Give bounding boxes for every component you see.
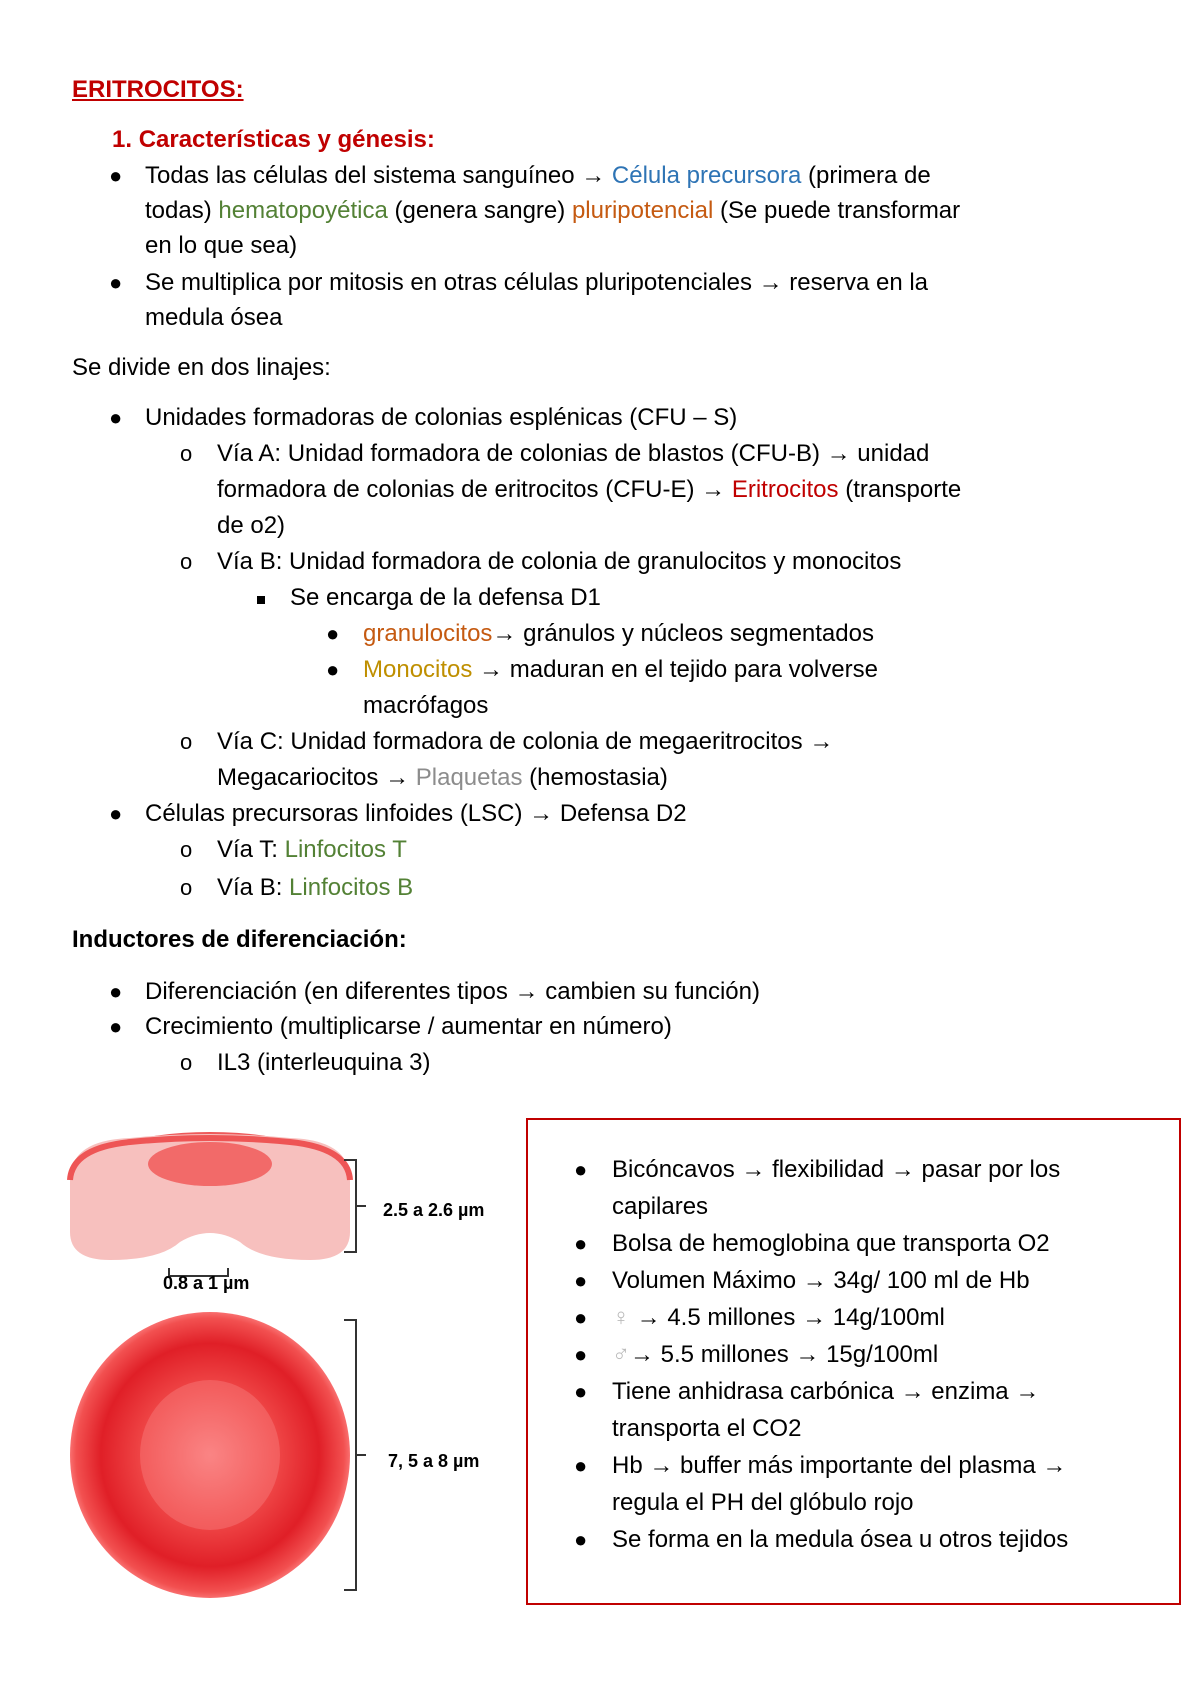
list-item: [217, 832, 407, 867]
highlight-term: Plaquetas: [415, 764, 523, 791]
bullet-icon: ●: [574, 1305, 588, 1330]
section-title: Características y génesis:: [138, 126, 435, 153]
list-item: [217, 870, 413, 905]
list-item-continuation: [217, 472, 961, 507]
list-item: Bolsa de hemoglobina que transporta O2: [612, 1230, 1050, 1257]
bullet-icon: ●: [574, 1527, 588, 1552]
text: → maduran en el tejido para volverse: [472, 656, 878, 683]
list-item: Se forma en la medula ósea u otros tejidos: [612, 1526, 1069, 1553]
text: → 4.5 millones → 14g/100ml: [630, 1304, 945, 1331]
list-item: Diferenciación (en diferentes tipos → cambien su función): [145, 978, 760, 1005]
highlight-term: Linfocitos T: [284, 836, 407, 863]
list-item: Vía B: Unidad formadora de colonia de granulocitos y monocitos: [217, 548, 902, 575]
text: (hemostasia): [522, 764, 668, 791]
list-item: Se encarga de la defensa D1: [290, 584, 601, 611]
list-item: Unidades formadoras de colonias esplénicas (CFU – S): [145, 404, 738, 431]
top-view-cell: [70, 1312, 350, 1598]
list-item: [363, 616, 874, 651]
text: → gránulos y núcleos segmentados: [492, 620, 874, 647]
list-item: [612, 1337, 938, 1372]
highlight-term: Célula precursora: [611, 162, 802, 189]
list-item: Crecimiento (multiplicarse / aumentar en número): [145, 1013, 672, 1040]
male-icon: ♂: [612, 1341, 630, 1368]
list-item-continuation: capilares: [612, 1193, 709, 1220]
bullet-icon: ●: [574, 1157, 588, 1182]
text: todas): [145, 197, 219, 224]
section-heading: Inductores de diferenciación:: [72, 926, 407, 953]
highlight-term: granulocitos: [363, 620, 493, 647]
list-item: Células precursoras linfoides (LSC) → Defensa D2: [145, 800, 687, 827]
text: (Se puede transformar: [713, 197, 961, 224]
bullet-icon: ●: [574, 1453, 588, 1478]
list-item-continuation: [145, 193, 960, 228]
bullet-icon: ●: [109, 405, 123, 430]
text: (primera de: [801, 162, 931, 189]
highlight-term: Eritrocitos: [731, 476, 839, 503]
list-item: IL3 (interleuquina 3): [217, 1049, 431, 1076]
list-item-continuation: de o2): [217, 512, 286, 539]
circle-bullet-icon: o: [180, 837, 193, 862]
list-item: Vía C: Unidad formadora de colonia de megaeritrocitos →: [217, 728, 834, 755]
bullet-icon: ●: [326, 657, 340, 682]
list-item: [612, 1300, 945, 1335]
list-item: [363, 652, 878, 687]
center-label: 0.8 a 1 µm: [163, 1273, 250, 1293]
circle-bullet-icon: o: [180, 875, 193, 900]
erythrocyte-illustration: [60, 1120, 520, 1600]
text: formadora de colonias de eritrocitos (CFU-E) →: [217, 476, 732, 503]
bullet-icon: ●: [574, 1342, 588, 1367]
circle-bullet-icon: o: [180, 729, 193, 754]
list-item: Hb → buffer más importante del plasma →: [612, 1452, 1067, 1479]
list-item: Vía A: Unidad formadora de colonias de blastos (CFU-B) → unidad: [217, 440, 930, 467]
bullet-icon: ●: [574, 1268, 588, 1293]
highlight-term: Monocitos: [363, 656, 473, 683]
circle-bullet-icon: o: [180, 1050, 193, 1075]
circle-bullet-icon: o: [180, 549, 193, 574]
bullet-icon: ●: [574, 1379, 588, 1404]
list-item: Tiene anhidrasa carbónica → enzima →: [612, 1378, 1040, 1405]
list-item: [145, 158, 931, 193]
paragraph: Se divide en dos linajes:: [72, 354, 331, 381]
text: (genera sangre): [387, 197, 572, 224]
thickness-label: 2.5 a 2.6 µm: [383, 1200, 485, 1220]
bullet-icon: ●: [109, 1014, 123, 1039]
section-number: 1.: [112, 126, 133, 153]
page-title: ERITROCITOS:: [72, 76, 244, 103]
list-item-continuation: medula ósea: [145, 304, 283, 331]
text: Todas las células del sistema sanguíneo →: [145, 162, 612, 189]
list-item-continuation: macrófagos: [363, 692, 489, 719]
text: Vía B:: [217, 874, 290, 901]
bullet-icon: ●: [109, 270, 123, 295]
bullet-icon: ●: [109, 979, 123, 1004]
text: Vía T:: [217, 836, 285, 863]
square-bullet-icon: [257, 596, 265, 604]
section-heading: [112, 122, 435, 157]
list-item-continuation: regula el PH del glóbulo rojo: [612, 1489, 914, 1516]
text: → 5.5 millones → 15g/100ml: [630, 1341, 939, 1368]
text: Megacariocitos →: [217, 764, 416, 791]
bullet-icon: ●: [109, 801, 123, 826]
circle-bullet-icon: o: [180, 441, 193, 466]
list-item-continuation: transporta el CO2: [612, 1415, 802, 1442]
list-item-continuation: en lo que sea): [145, 232, 298, 259]
text: (transporte: [838, 476, 962, 503]
list-item-continuation: [217, 760, 668, 795]
highlight-term: Linfocitos B: [289, 874, 414, 901]
list-item: Bicóncavos → flexibilidad → pasar por los: [612, 1156, 1061, 1183]
list-item: Se multiplica por mitosis en otras células pluripotenciales → reserva en la: [145, 269, 929, 296]
highlight-term: pluripotencial: [571, 197, 714, 224]
bullet-icon: ●: [574, 1231, 588, 1256]
female-icon: ♀: [612, 1304, 630, 1331]
diameter-label: 7, 5 a 8 µm: [388, 1451, 480, 1471]
highlight-term: hematopoyética: [218, 197, 388, 224]
list-item: Volumen Máximo → 34g/ 100 ml de Hb: [612, 1267, 1030, 1294]
cross-section-cell: [70, 1132, 350, 1260]
bullet-icon: ●: [326, 621, 340, 646]
bullet-icon: ●: [109, 163, 123, 188]
